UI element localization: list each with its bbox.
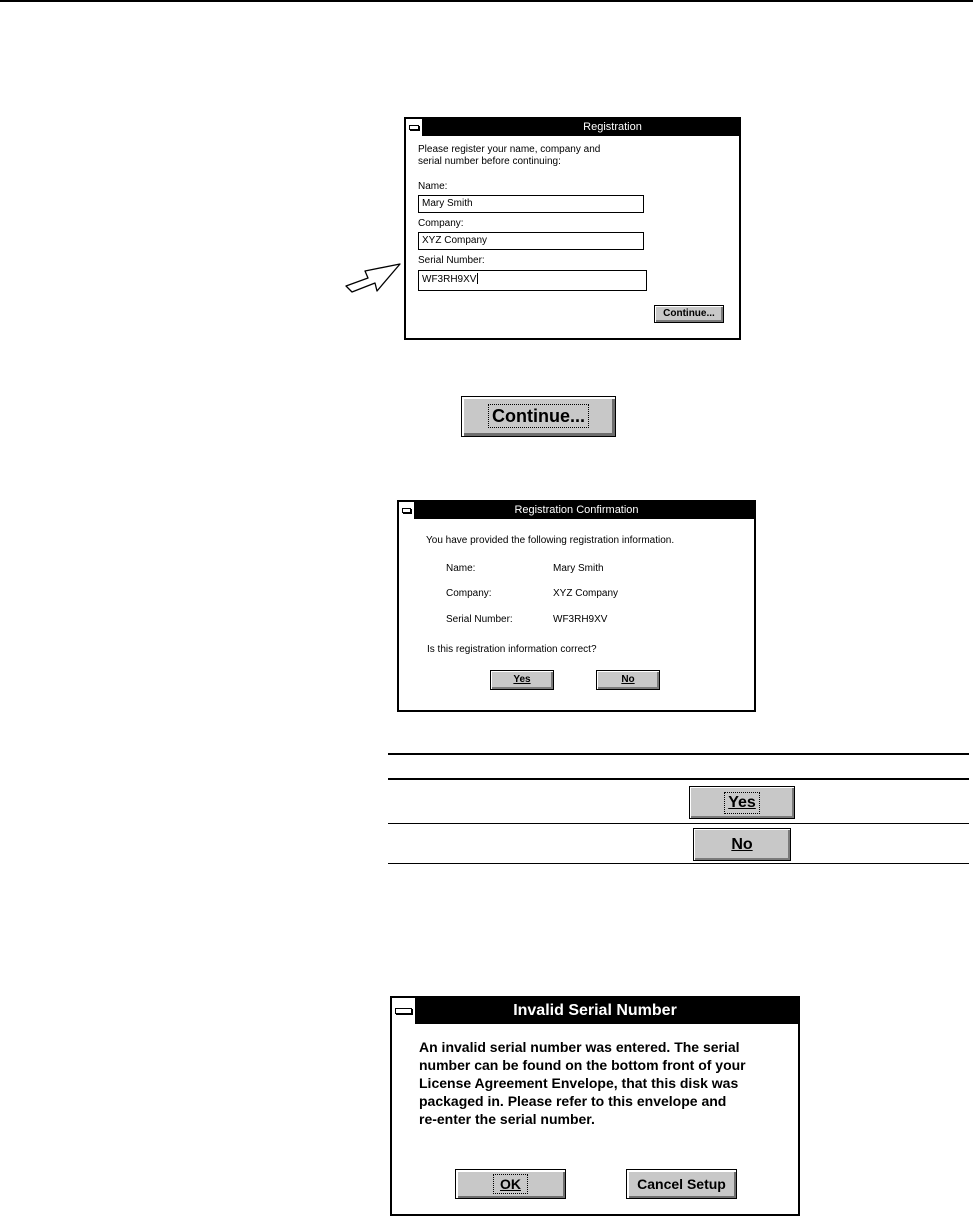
cancel-setup-button-label: Cancel Setup — [637, 1176, 726, 1192]
no-button[interactable] — [596, 670, 660, 690]
continue-button-zoomed[interactable] — [461, 396, 616, 437]
table-yes-label: Yes — [724, 792, 760, 814]
text-caret — [477, 273, 478, 284]
registration-title: Registration — [583, 121, 642, 133]
registration-title-bar — [406, 119, 739, 136]
table-header-rule — [388, 778, 969, 780]
registration-dialog — [404, 117, 741, 340]
invalid-message-line: An invalid serial number was entered. The serial — [419, 1039, 740, 1055]
name-label: Name: — [418, 181, 448, 192]
confirm-name-label: Name: — [446, 563, 476, 574]
table-no-label: No — [731, 836, 753, 853]
name-field[interactable]: Mary Smith — [418, 195, 644, 213]
continue-button[interactable] — [654, 305, 724, 323]
invalid-title: Invalid Serial Number — [513, 1002, 677, 1019]
invalid-message-line: re-enter the serial number. — [419, 1111, 595, 1127]
ok-button-label: OK — [493, 1174, 528, 1194]
no-button-label: No — [621, 674, 635, 685]
registration-prompt-line1: Please register your name, company and — [418, 144, 601, 155]
yes-button[interactable] — [490, 670, 554, 690]
registration-prompt-line2: serial number before continuing: — [418, 156, 561, 167]
continue-zoomed-label: Continue... — [488, 404, 589, 428]
company-field[interactable]: XYZ Company — [418, 232, 644, 250]
table-bottom-rule — [388, 863, 969, 864]
pointer-arrow-icon — [342, 250, 412, 300]
confirmation-question: Is this registration information correct? — [427, 644, 597, 655]
confirm-company-value: XYZ Company — [553, 588, 619, 599]
confirm-serial-value: WF3RH9XV — [553, 614, 608, 625]
yes-button-label: Yes — [513, 674, 531, 685]
confirmation-intro: You have provided the following registration information. — [426, 535, 675, 546]
system-menu-icon[interactable] — [399, 502, 416, 519]
invalid-message — [419, 1038, 746, 1128]
serial-number-value: WF3RH9XV — [422, 274, 477, 285]
table-yes-button[interactable] — [689, 786, 795, 819]
system-menu-icon[interactable] — [392, 998, 417, 1024]
table-top-rule — [388, 753, 969, 755]
top-rule — [0, 0, 973, 2]
confirmation-title-bar — [399, 502, 754, 519]
serial-number-field[interactable] — [418, 270, 647, 291]
invalid-serial-dialog — [390, 996, 800, 1216]
invalid-message-line: packaged in. Please refer to this envelope and — [419, 1093, 727, 1109]
registration-confirmation-dialog — [397, 500, 756, 712]
confirm-serial-label: Serial Number: — [446, 614, 513, 625]
confirm-name-value: Mary Smith — [553, 563, 604, 574]
ok-button[interactable] — [455, 1169, 566, 1199]
invalid-message-line: number can be found on the bottom front of your — [419, 1057, 746, 1073]
invalid-message-line: License Agreement Envelope, that this disk was — [419, 1075, 739, 1091]
confirm-company-label: Company: — [446, 588, 492, 599]
cancel-setup-button[interactable] — [626, 1169, 737, 1199]
confirmation-title: Registration Confirmation — [514, 504, 639, 516]
table-no-button[interactable] — [693, 828, 791, 861]
serial-number-label: Serial Number: — [418, 255, 485, 266]
continue-button-label: Continue... — [663, 308, 715, 319]
table-row-rule — [388, 823, 969, 824]
system-menu-icon[interactable] — [406, 119, 424, 136]
company-label: Company: — [418, 218, 464, 229]
invalid-title-bar — [392, 998, 798, 1024]
